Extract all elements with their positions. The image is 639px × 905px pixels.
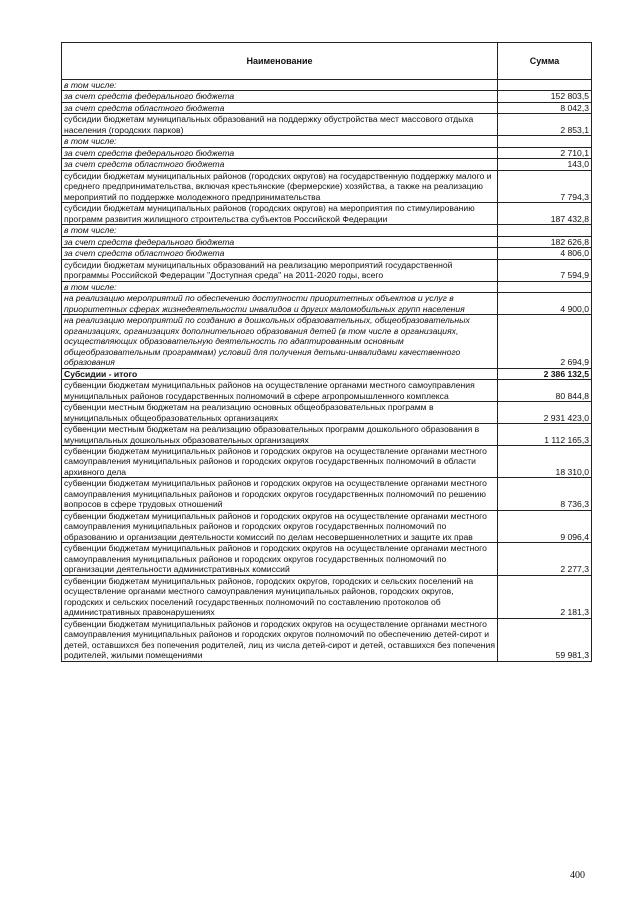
- row-name: за счет средств федерального бюджета: [62, 147, 498, 158]
- row-name: в том числе:: [62, 225, 498, 236]
- table-row: [62, 618, 592, 661]
- row-name: субвенции бюджетам муниципальных районов и городских округов на осуществление органами местного самоуправления муниципальных районов и городских округов полномочий по обеспечению детей-сирот и детей, оставшихся без попечения родителей, лиц из числа детей-сирот и детей, оставшихся без попечения родителей, жилыми помещениями: [62, 618, 498, 661]
- row-amount: 9 096,4: [498, 510, 592, 542]
- table-row: [62, 478, 592, 510]
- table-row: [62, 368, 592, 379]
- row-name: субвенции бюджетам муниципальных районов и городских округов на осуществление органами местного самоуправления муниципальных районов и городских округов государственных полномочий в области архивного дела: [62, 445, 498, 477]
- table-row: [62, 80, 592, 91]
- row-amount: 152 803,5: [498, 91, 592, 102]
- row-amount: 4 900,0: [498, 293, 592, 315]
- row-name: за счет средств областного бюджета: [62, 159, 498, 170]
- row-name: за счет средств федерального бюджета: [62, 236, 498, 247]
- row-amount: 2 931 423,0: [498, 402, 592, 424]
- row-amount: 187 432,8: [498, 203, 592, 225]
- table-row: [62, 510, 592, 542]
- table-row: [62, 293, 592, 315]
- row-amount: 1 112 165,3: [498, 424, 592, 446]
- row-amount: 2 181,3: [498, 575, 592, 618]
- table-row: [62, 91, 592, 102]
- row-name: субвенции бюджетам муниципальных районов на осуществление органами местного самоуправления муниципальных районов государственных полномочий в сфере агропромышленного комплекса: [62, 380, 498, 402]
- table-row: [62, 147, 592, 158]
- row-name: субвенции бюджетам муниципальных районов и городских округов на осуществление органами местного самоуправления муниципальных районов и городских округов государственных полномочий по организации деятельности административных комиссий: [62, 543, 498, 575]
- table-row: [62, 136, 592, 147]
- row-amount: 8 042,3: [498, 102, 592, 113]
- row-name: субсидии бюджетам муниципальных районов (городских округов) на государственную поддержку малого и среднего предпринимательства, включая крестьянские (фермерские) хозяйства, а также на реализацию мероприятий по поддержке молодежного предпринимательства: [62, 170, 498, 202]
- table-row: [62, 402, 592, 424]
- page-number: 400: [570, 870, 585, 881]
- row-amount: [498, 281, 592, 292]
- table-row: [62, 203, 592, 225]
- table-row: [62, 259, 592, 281]
- row-name: Субсидии - итого: [62, 368, 498, 379]
- table-row: [62, 543, 592, 575]
- table-row: [62, 380, 592, 402]
- row-amount: 80 844,8: [498, 380, 592, 402]
- row-amount: 2 710,1: [498, 147, 592, 158]
- table-row: [62, 236, 592, 247]
- row-amount: 8 736,3: [498, 478, 592, 510]
- row-amount: 7 594,9: [498, 259, 592, 281]
- row-amount: 2 386 132,5: [498, 368, 592, 379]
- header-row: [62, 43, 592, 80]
- row-name: на реализацию мероприятий по созданию в дошкольных образовательных, общеобразовательных организациях, организациях дополнительного образования детей (в том числе в организациях, осуществляющих образовательную деятельность по адаптированным основным общеобразовательным программам) условий для получения детьми-инвалидами качественного образования: [62, 315, 498, 368]
- row-amount: 59 981,3: [498, 618, 592, 661]
- row-amount: [498, 225, 592, 236]
- table-row: [62, 281, 592, 292]
- row-name: в том числе:: [62, 136, 498, 147]
- row-name: на реализацию мероприятий по обеспечению доступности приоритетных объектов и услуг в приоритетных сферах жизнедеятельности инвалидов и других маломобильных групп населения: [62, 293, 498, 315]
- row-amount: 4 806,0: [498, 248, 592, 259]
- header-amount: Сумма: [498, 43, 592, 80]
- row-amount: 182 626,8: [498, 236, 592, 247]
- row-name: субсидии бюджетам муниципальных образований на реализацию мероприятий государственной программы Российской Федерации "Доступная среда" на 2011-2020 годы, всего: [62, 259, 498, 281]
- table-row: [62, 248, 592, 259]
- table-row: [62, 102, 592, 113]
- row-name: в том числе:: [62, 80, 498, 91]
- row-name: за счет средств областного бюджета: [62, 102, 498, 113]
- row-name: за счет средств областного бюджета: [62, 248, 498, 259]
- row-amount: 2 694,9: [498, 315, 592, 368]
- row-amount: 18 310,0: [498, 445, 592, 477]
- row-name: за счет средств федерального бюджета: [62, 91, 498, 102]
- table-row: [62, 114, 592, 136]
- table-row: [62, 225, 592, 236]
- row-amount: 2 853,1: [498, 114, 592, 136]
- row-amount: 143,0: [498, 159, 592, 170]
- table-row: [62, 159, 592, 170]
- row-name: субвенции бюджетам муниципальных районов и городских округов на осуществление органами местного самоуправления муниципальных районов и городских округов государственных полномочий по образованию и организации деятельности комиссий по делам несовершеннолетних и защите их прав: [62, 510, 498, 542]
- row-name: субвенции бюджетам муниципальных районов и городских округов на осуществление органами местного самоуправления муниципальных районов и городских округов государственных полномочий по решению вопросов в сфере трудовых отношений: [62, 478, 498, 510]
- table-row: [62, 424, 592, 446]
- table-row: [62, 575, 592, 618]
- row-name: субсидии бюджетам муниципальных районов (городских округов) на мероприятия по стимулированию программ развития жилищного строительства субъектов Российской Федерации: [62, 203, 498, 225]
- row-name: в том числе:: [62, 281, 498, 292]
- row-amount: [498, 80, 592, 91]
- row-amount: 7 794,3: [498, 170, 592, 202]
- row-name: субвенции бюджетам муниципальных районов, городских округов, городских и сельских поселений на осуществление органами местного самоуправления муниципальных районов, городских округов, городских и сельских поселений государственных полномочий по составлению протоколов об административных правонарушениях: [62, 575, 498, 618]
- row-name: субвенции местным бюджетам на реализацию основных общеобразовательных программ в муниципальных общеобразовательных организациях: [62, 402, 498, 424]
- row-name: субсидии бюджетам муниципальных образований на поддержку обустройства мест массового отдыха населения (городских парков): [62, 114, 498, 136]
- row-name: субвенции местным бюджетам на реализацию образовательных программ дошкольного образования в муниципальных дошкольных образовательных организациях: [62, 424, 498, 446]
- table-row: [62, 170, 592, 202]
- budget-table: [61, 42, 592, 662]
- header-name: Наименование: [62, 43, 498, 80]
- row-amount: 2 277,3: [498, 543, 592, 575]
- table-row: [62, 315, 592, 368]
- row-amount: [498, 136, 592, 147]
- table-row: [62, 445, 592, 477]
